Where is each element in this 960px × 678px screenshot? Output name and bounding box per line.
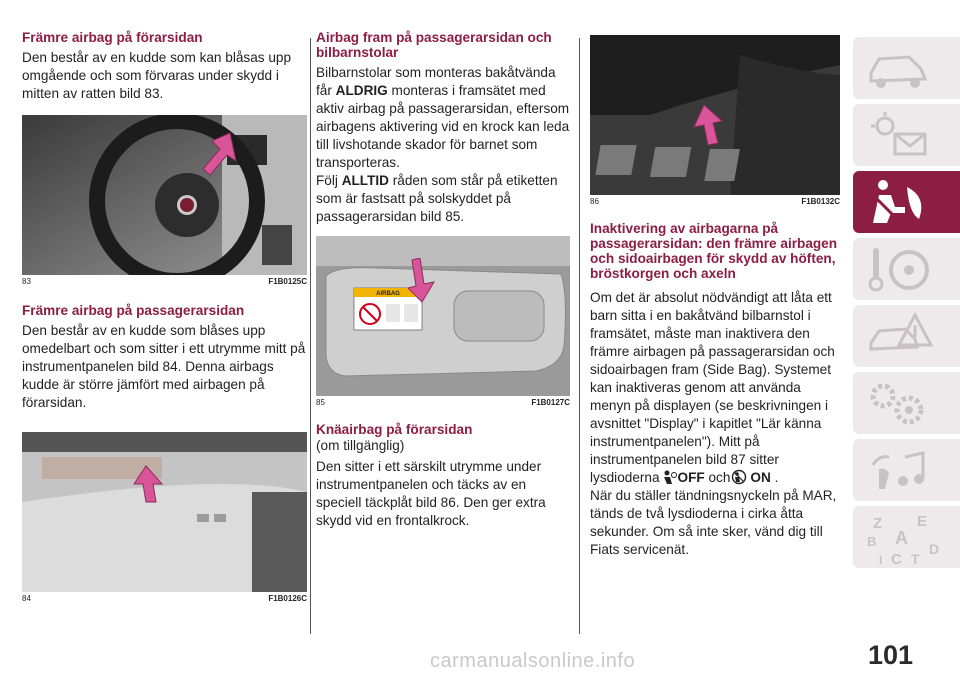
arrow-pointer-icon [688,103,726,147]
text-run: Följ [316,173,342,188]
arrow-pointer-icon [404,258,440,304]
figure-84-code: F1B0126C [268,594,307,603]
figure-84 [22,432,307,604]
paragraph-follow-advice [316,172,570,226]
key-steering-wheel-icon [865,244,935,294]
figure-83-number: 83 [22,277,31,286]
column-1 [22,30,307,604]
column-3 [590,30,840,559]
watermark-text: carmanualsonline.info [430,650,636,672]
warning-lights-icon [865,110,935,160]
emphasis-always: ALLTID [341,173,389,188]
car-dashboard-icon [865,43,935,93]
figure-83 [22,115,307,287]
text-run: råden som står på etiketten som är fastsatt på solskyddet på passagerarsidan bild 85. [316,173,558,224]
figure-86-code: F1B0132C [801,197,840,206]
text-run: Bilbarnstolar som monteras bakåtvända får [316,65,556,98]
emphasis-never: ALDRIG [335,83,388,98]
arrow-pointer-icon [198,131,238,179]
heading-deactivation: Inaktivering av airbagarna på passagerarsidan: den främre airbagen och sidoairbagen för skydd av höften, bröstkorgen och axeln [590,221,838,281]
paragraph-driver-airbag: Den består av en kudde som kan blåsas upp omgående och som förvaras under skydd i mitten av ratten bild 83. [22,50,292,101]
chapter-tab-starting[interactable] [853,238,960,300]
knee-airbag-availability: (om tillgänglig) [316,438,405,453]
paragraph-passenger-airbag: Den består av en kudde som blåses upp omedelbart och som sitter i ett utrymme mitt på instrumentpanelen bild 84. Denna airbags kudde är större jämfört med airbagen på förarsidan. [22,323,306,410]
text-run: och [708,470,731,485]
pedals-photo [590,35,840,195]
text-run: Om det är absolut nödvändigt att låta ett barn sitta i en bakåtvänd bilbarnstol i framsätet, måste man inaktivera den främre airbagen på passagerarsidan och sidoairbagen fram (Side Bag). Systemet kan inaktiveras genom att använda menyn på displayen (se beskrivningen i avsnittet "Display" i kapitlet "Lär känna instrumentpanelen"). Mitt på instrumentpanelen bild 87 sitter lysdioderna [590,290,835,485]
chapter-tab-emergency[interactable] [853,305,960,367]
off-label: OFF [677,470,705,485]
figure-85-number: 85 [316,398,325,407]
figure-86-number: 86 [590,197,599,206]
chapter-tab-car[interactable] [853,37,960,99]
index-letter: C [891,551,902,568]
column-separator-2 [579,38,580,634]
figure-86 [590,35,840,207]
arrow-pointer-icon [128,464,166,504]
heading-knee-airbag: Knäairbag på förarsidan [316,422,473,437]
figure-85 [316,236,570,408]
index-letter: I [879,553,883,567]
heading-child-seats: Airbag fram på passagerarsidan och bilbarnstolar [316,30,552,60]
dashboard-photo [22,432,307,592]
chapter-tab-safety[interactable] [853,171,960,233]
text-run: . [774,470,779,485]
chapter-tab-index[interactable] [853,506,960,568]
text-run: monteras i framsätet med aktiv airbag på passagerarsidan, eftersom airbagens aktivering vid en krock kan leda till livshotande skador för barnet som transporteras. [316,83,570,170]
index-letter: D [929,541,940,557]
index-letter: T [911,551,920,567]
index-letter: Z [873,515,883,532]
airbag-label-text: AIRBAG [376,291,400,297]
paragraph-deactivation [590,289,840,559]
index-letter: E [917,513,928,530]
heading-driver-airbag: Främre airbag på förarsidan [22,30,203,45]
index-letter: B [867,534,877,549]
chapter-tab-maintenance[interactable] [853,372,960,434]
paragraph-knee-airbag: Den sitter i ett särskilt utrymme under instrumentpanelen och täcks av en speciell täckplåt bild 86. Den ger extra skydd vid en frontalkrock. [316,459,546,528]
chapter-tab-multimedia[interactable] [853,439,960,501]
column-separator-1 [310,38,311,634]
breakdown-icon [865,311,935,361]
figure-84-number: 84 [22,594,31,603]
passenger-airbag-on-lamp-icon [731,469,749,485]
figure-85-code: F1B0127C [531,398,570,407]
paragraph-child-seats [316,64,570,172]
on-label: ON [750,470,771,485]
multimedia-icon [865,445,935,495]
chapter-sidebar [853,37,960,573]
steering-wheel-photo [22,115,307,275]
sun-visor-photo [316,236,570,396]
maintenance-gears-icon [865,378,935,428]
figure-86-caption [590,196,840,207]
seatbelt-safety-icon [865,177,935,227]
chapter-tab-warning-lights[interactable] [853,104,960,166]
figure-84-caption [22,593,307,604]
passenger-airbag-off-lamp-icon [661,469,677,485]
figure-83-caption [22,276,307,287]
heading-passenger-airbag: Främre airbag på passagerarsidan [22,303,245,318]
index-letter: A [895,528,908,548]
index-alphabet-icon [865,512,945,568]
page-number: 101 [868,640,914,670]
figure-85-caption [316,397,570,408]
text-run: När du ställer tändningsnyckeln på MAR, tänds de två lysdioderna i cirka åtta sekunder. Om så inte sker, vänd dig till Fiats servicenät. [590,488,837,557]
figure-83-code: F1B0125C [268,277,307,286]
column-2 [316,30,570,530]
